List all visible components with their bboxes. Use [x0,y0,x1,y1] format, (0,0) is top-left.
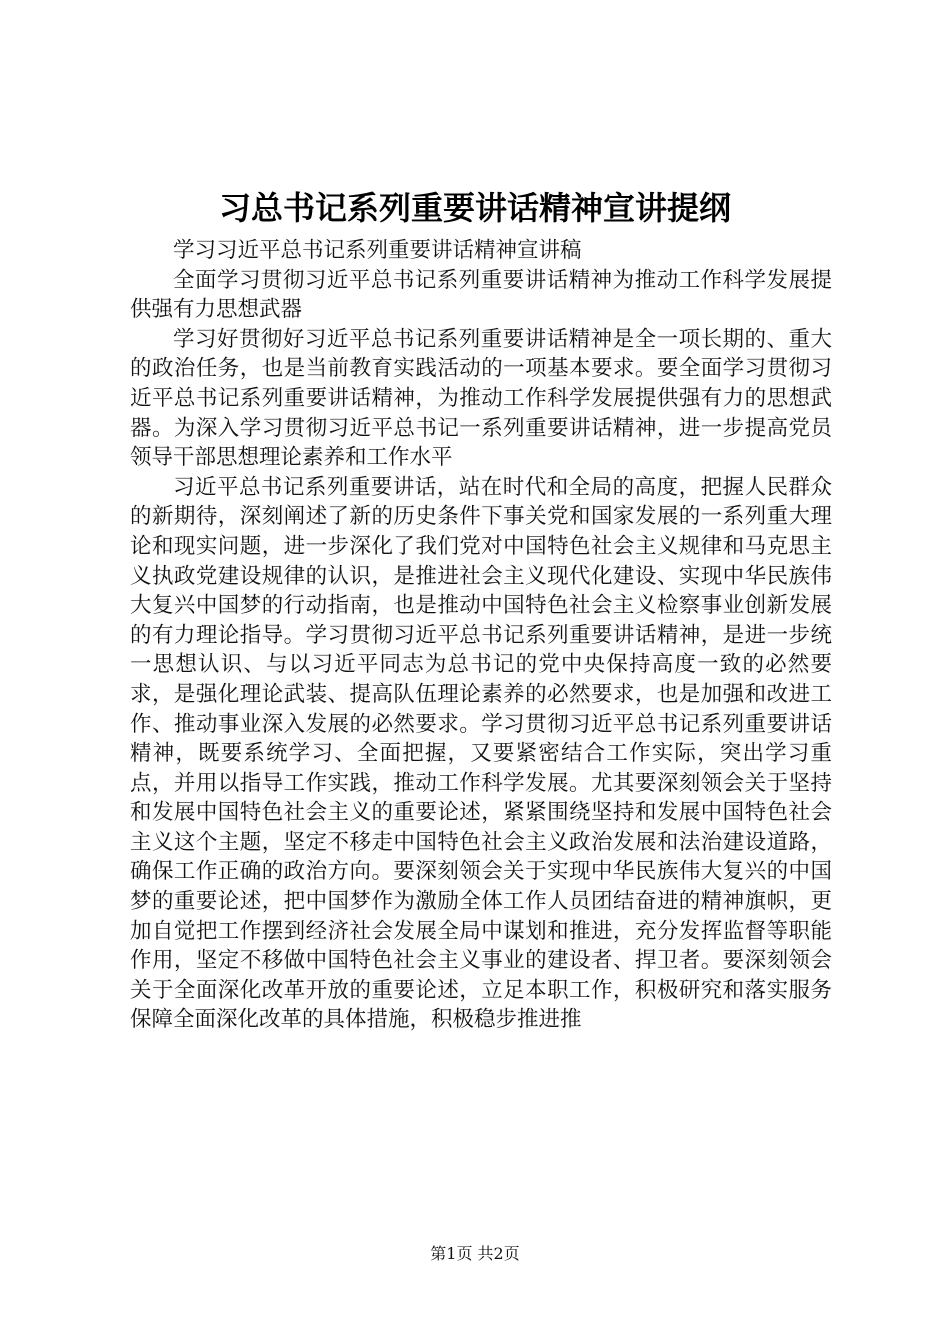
paragraph-subtitle: 学习习近平总书记系列重要讲话精神宣讲稿 [173,238,582,263]
document-body [130,236,832,1035]
paragraph-intro: 学习好贯彻好习近平总书记系列重要讲话精神是全一项长期的、重大的政治任务，也是当前教育实践活动的一项基本要求。要全面学习贯彻习近平总书记系列重要讲话精神，为推动工作科学发展提供强有力的思想武器。为深入学习贯彻习近平总书记一系列重要讲话精神，进一步提高党员领导干部思想理论素养和工作水平 [130,326,832,471]
paragraph-heading: 全面学习贯彻习近平总书记系列重要讲话精神为推动工作科学发展提供强有力思想武器 [130,267,832,323]
page-number-footer: 第1页 共2页 [430,1244,520,1263]
paragraph-main: 习近平总书记系列重要讲话，站在时代和全局的高度，把握人民群众的新期待，深刻阐述了新的历史条件下事关党和国家发展的一系列重大理论和现实问题，进一步深化了我们党对中国特色社会主义规律和马克思主义执政党建设规律的认识，是推进社会主义现代化建设、实现中华民族伟大复兴中国梦的行动指南，也是推动中国特色社会主义检察事业创新发展的有力理论指导。学习贯彻习近平总书记系列重要讲话精神，是进一步统一思想认识、与以习近平同志为总书记的党中央保持高度一致的必然要求，是强化理论武装、提高队伍理论素养的必然要求，也是加强和改进工作、推动事业深入发展的必然要求。学习贯彻习近平总书记系列重要讲话精神，既要系统学习、全面把握，又要紧密结合工作实际，突出学习重点，并用以指导工作实践，推动工作科学发展。尤其要深刻领会关于坚持和发展中国特色社会主义的重要论述，紧紧围绕坚持和发展中国特色社会主义这个主题，坚定不移走中国特色社会主义政治发展和法治建设道路，确保工作正确的政治方向。要深刻领会关于实现中华民族伟大复兴的中国梦的重要论述，把中国梦作为激励全体工作人员团结奋进的精神旗帜，更加自觉把工作摆到经济社会发展全局中谋划和推进，充分发挥监督等职能作用，坚定不移做中国特色社会主义事业的建设者、捍卫者。要深刻领会关于全面深化改革开放的重要论述，立足本职工作，积极研究和落实服务保障全面深化改革的具体措施，积极稳步推进推 [130,474,832,1033]
document-title: 习总书记系列重要讲话精神宣讲提纲 [218,189,731,227]
